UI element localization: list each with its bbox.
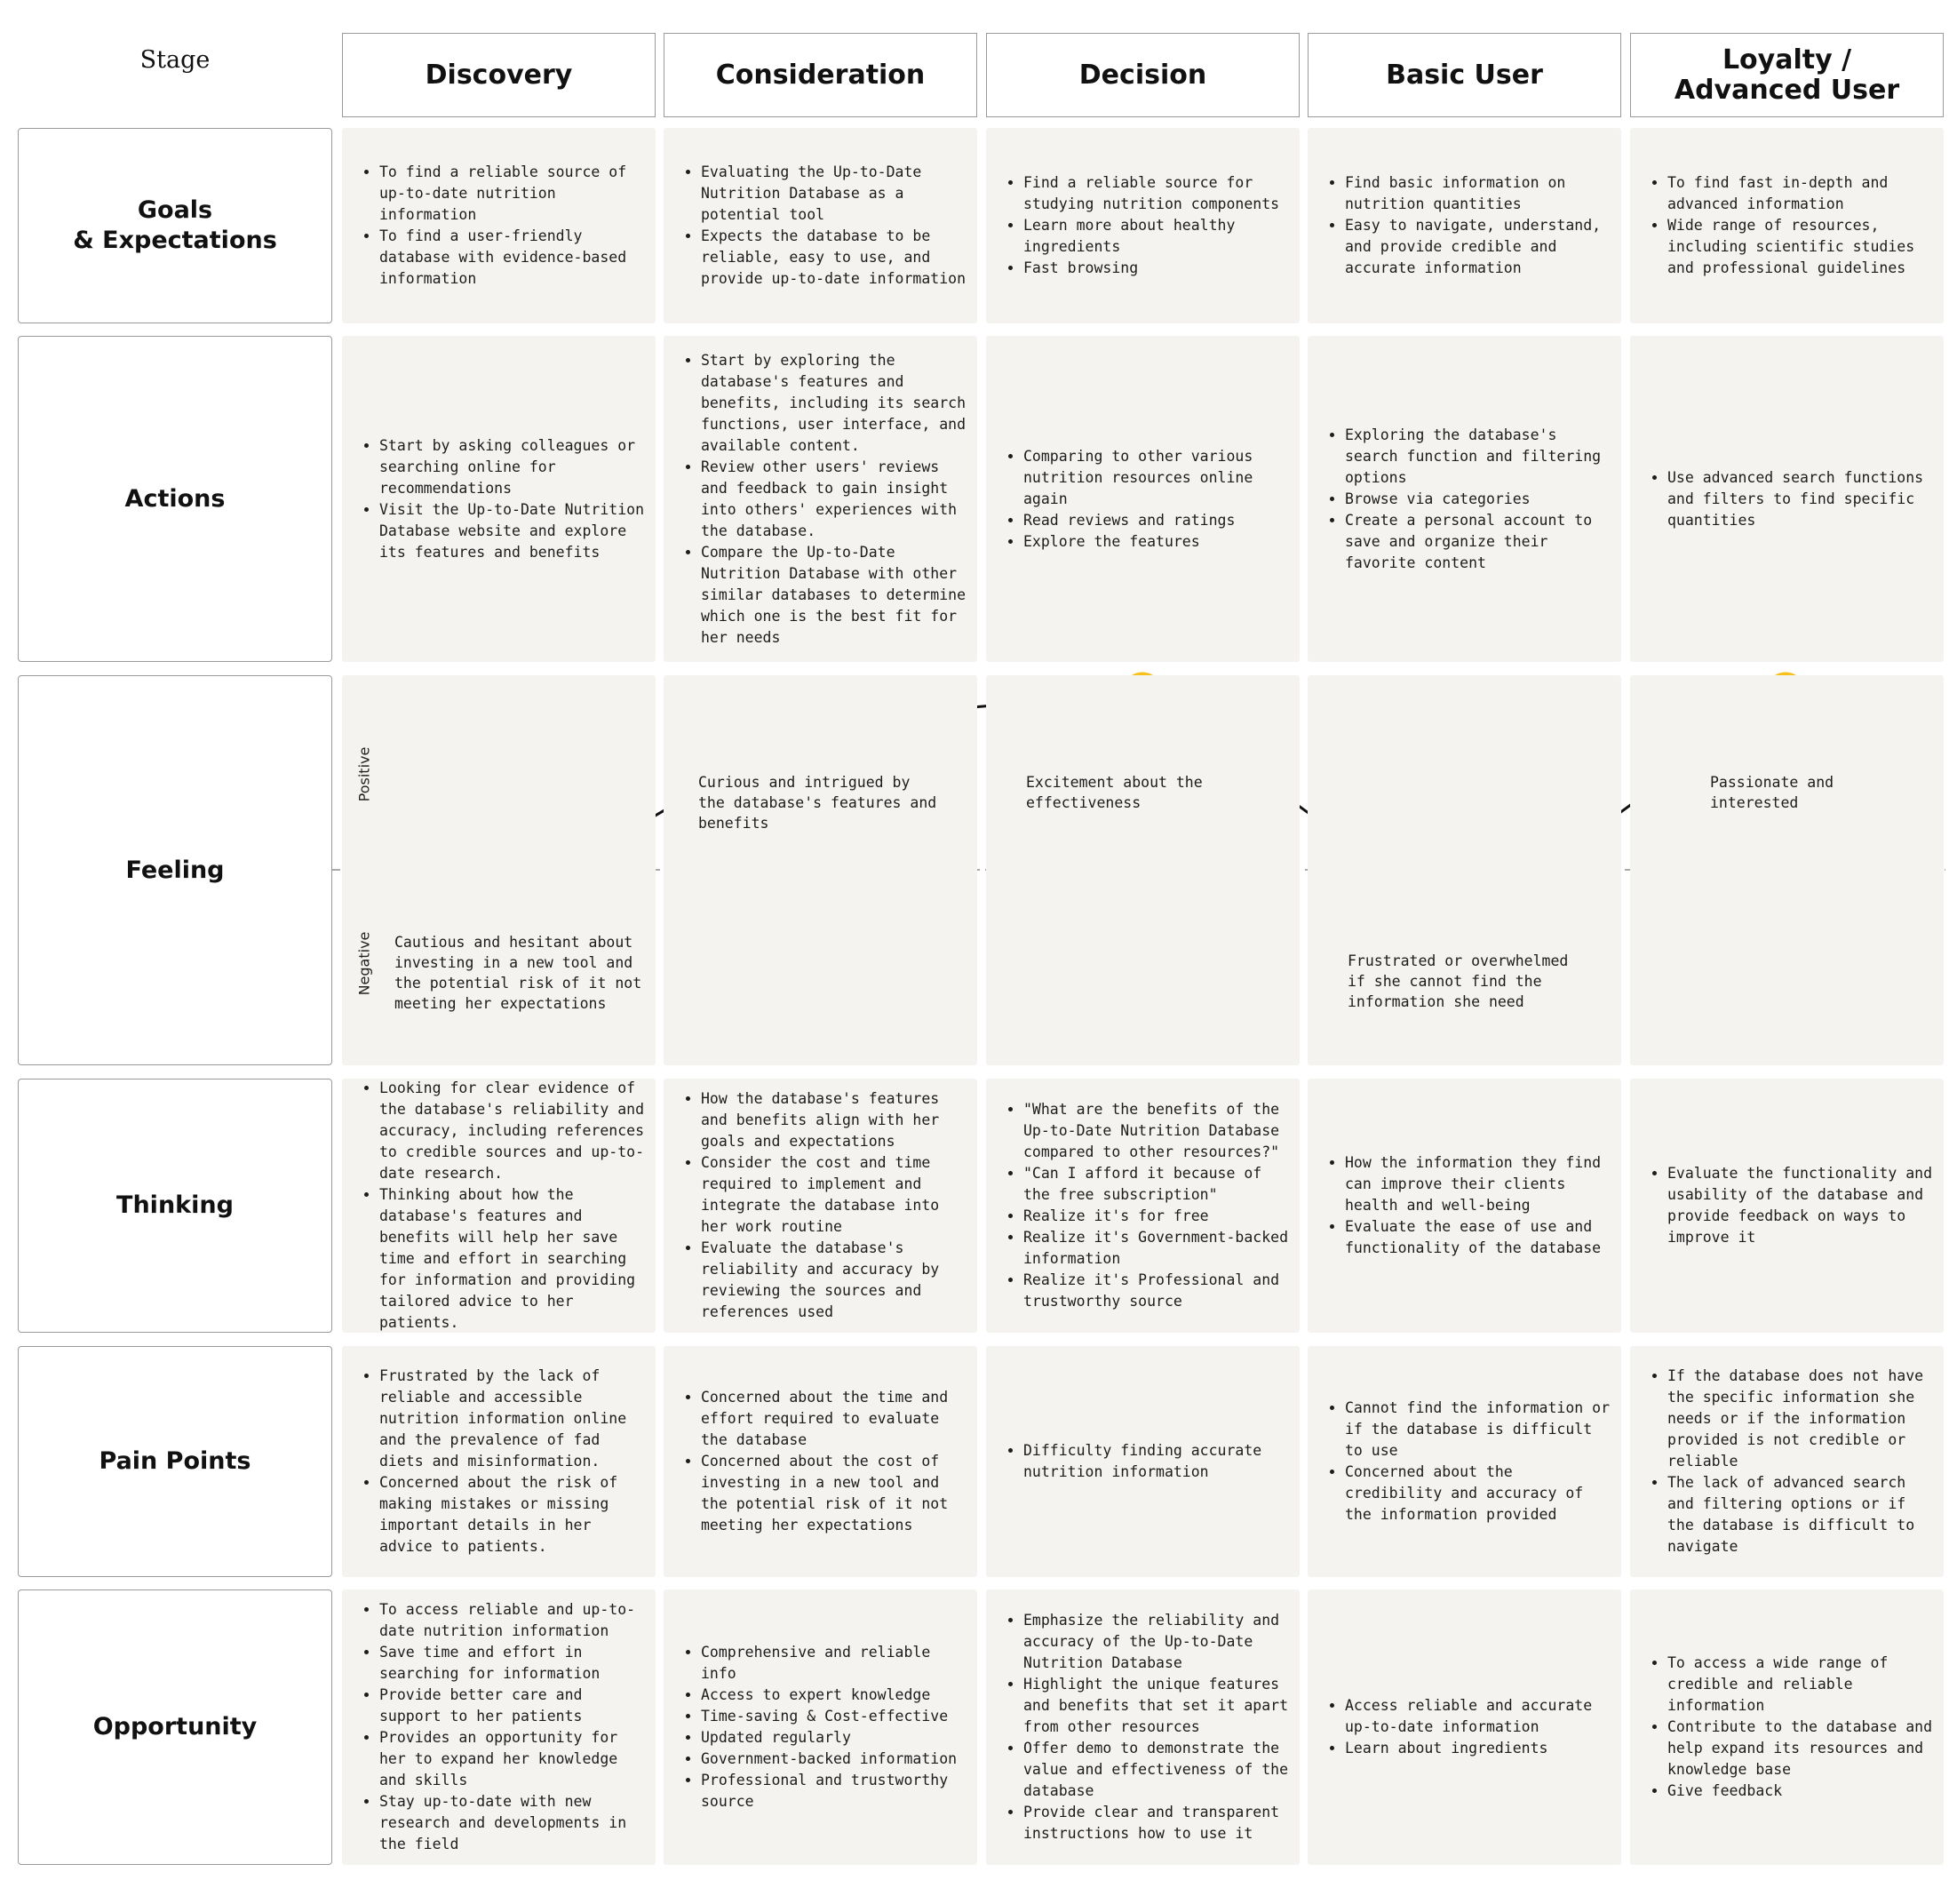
row-label-4: Opportunity [18,1589,332,1865]
bullet-list [676,350,968,649]
list-item: • Cannot find the information or if the database is difficult to use [1345,1398,1612,1462]
bullet-list [998,1099,1291,1312]
list-item: • Explore the features [1023,531,1291,553]
list-item: • Create a personal account to save and organize their favorite content [1345,510,1612,574]
list-item: • Start by asking colleagues or searching online for recommendations [379,435,647,499]
list-item: • Government-backed information [701,1749,968,1770]
cell-row4-col3 [1308,1589,1621,1865]
negative-axis-label: Negative [355,931,373,996]
bullet-list [354,162,647,290]
bullet-list [1320,425,1612,574]
feeling-text-3: Frustrated or overwhelmed if she cannot find the information she need [1348,952,1569,1010]
row-label-0: Goals & Expectations [18,128,332,323]
cell-row0-col0 [342,128,656,323]
stage-header-4: Loyalty / Advanced User [1630,33,1944,117]
cell-row1-col3 [1308,336,1621,662]
cell-row4-col4 [1630,1589,1944,1865]
bullet-list [354,435,647,563]
cell-row2-col0 [342,1079,656,1333]
list-item: • Emphasize the reliability and accuracy of the Up-to-Date Nutrition Database [1023,1610,1291,1674]
list-item: • Highlight the unique features and benefits that set it apart from other resources [1023,1674,1291,1738]
cell-row2-col1 [664,1079,977,1333]
bullet-list [1320,1398,1612,1526]
list-item: • Offer demo to demonstrate the value and effectiveness of the database [1023,1738,1291,1802]
list-item: • To find a reliable source of up-to-date nutrition information [379,162,647,226]
bullet-list [1643,467,1935,531]
list-item: • Compare the Up-to-Date Nutrition Database with other similar databases to determine which one is the best fit for her needs [701,542,968,649]
list-item: • Start by exploring the database's features and benefits, including its search functions, user interface, and available content. [701,350,968,457]
list-item: • Access reliable and accurate up-to-date information [1345,1695,1612,1738]
feeling-cell-1 [664,675,977,1065]
cell-row3-col0 [342,1346,656,1577]
list-item: • To access reliable and up-to-date nutrition information [379,1599,647,1642]
cell-row0-col3 [1308,128,1621,323]
feeling-cell-2 [986,675,1300,1065]
list-item: • To access a wide range of credible and reliable information [1667,1653,1935,1717]
list-item: • Consider the cost and time required to implement and integrate the database into her work routine [701,1152,968,1238]
list-item: • Exploring the database's search function and filtering options [1345,425,1612,489]
list-item: • Visit the Up-to-Date Nutrition Database website and explore its features and benefits [379,499,647,563]
cell-row0-col1 [664,128,977,323]
list-item: • To find fast in-depth and advanced information [1667,172,1935,215]
list-item: • Comparing to other various nutrition resources online again [1023,446,1291,510]
list-item: • Use advanced search functions and filters to find specific quantities [1667,467,1935,531]
list-item: • Learn about ingredients [1345,1738,1612,1759]
list-item: • Realize it's Government-backed information [1023,1227,1291,1270]
list-item: • Concerned about the credibility and accuracy of the information provided [1345,1462,1612,1526]
cell-row4-col1 [664,1589,977,1865]
list-item: • Access to expert knowledge [701,1685,968,1706]
feeling-cell-4 [1630,675,1944,1065]
feeling-text-1: Curious and intrigued by the database's features and benefits [698,774,937,832]
list-item: • "What are the benefits of the Up-to-Date Nutrition Database compared to other resources?" [1023,1099,1291,1163]
feeling-text-2: Excitement about the effectiveness [1026,774,1203,811]
bullet-list [1643,1366,1935,1557]
bullet-list [998,1610,1291,1844]
stage-header-1: Consideration [664,33,977,117]
list-item: • Thinking about how the database's features and benefits will help her save time and effort in searching for information and providing tailored advice to her patients. [379,1184,647,1334]
cell-row2-col2 [986,1079,1300,1333]
bullet-list [354,1599,647,1855]
bullet-list [998,1440,1291,1483]
bullet-list [676,1387,968,1536]
row-label-2: Thinking [18,1079,332,1333]
list-item: • Provide clear and transparent instructions how to use it [1023,1802,1291,1844]
stage-header-0: Discovery [342,33,656,117]
list-item: • To find a user-friendly database with evidence-based information [379,226,647,290]
list-item: • Time-saving & Cost-effective [701,1706,968,1727]
bullet-list [676,1642,968,1812]
cell-row1-col1 [664,336,977,662]
positive-axis-label: Positive [355,746,373,802]
bullet-list [1320,1695,1612,1759]
list-item: • Professional and trustworthy source [701,1770,968,1812]
cell-row1-col0 [342,336,656,662]
bullet-list [1643,1163,1935,1248]
stage-header-2: Decision [986,33,1300,117]
list-item: • Contribute to the database and help expand its resources and knowledge base [1667,1717,1935,1781]
list-item: • Concerned about the risk of making mistakes or missing important details in her advice to patients. [379,1472,647,1557]
list-item: • Easy to navigate, understand, and provide credible and accurate information [1345,215,1612,279]
list-item: • The lack of advanced search and filtering options or if the database is difficult to navigate [1667,1472,1935,1557]
list-item: • Provides an opportunity for her to expand her knowledge and skills [379,1727,647,1791]
list-item: • How the database's features and benefits align with her goals and expectations [701,1088,968,1152]
row-label-feeling: Feeling [18,675,332,1065]
list-item: • Find basic information on nutrition quantities [1345,172,1612,215]
list-item: • Browse via categories [1345,489,1612,510]
list-item: • Wide range of resources, including scientific studies and professional guidelines [1667,215,1935,279]
stage-header-3: Basic User [1308,33,1621,117]
bullet-list [1643,1653,1935,1802]
cell-row1-col4 [1630,336,1944,662]
list-item: • Fast browsing [1023,258,1291,279]
bullet-list [354,1078,647,1334]
bullet-list [998,446,1291,553]
list-item: • Realize it's Professional and trustworthy source [1023,1270,1291,1312]
list-item: • Looking for clear evidence of the database's reliability and accuracy, including references to credible sources and up-to-date research. [379,1078,647,1184]
list-item: • Read reviews and ratings [1023,510,1291,531]
cell-row0-col4 [1630,128,1944,323]
list-item: • Review other users' reviews and feedback to gain insight into others' experiences with the database. [701,457,968,542]
row-label-1: Actions [18,336,332,662]
cell-row2-col4 [1630,1079,1944,1333]
list-item: • Comprehensive and reliable info [701,1642,968,1685]
bullet-list [354,1366,647,1557]
list-item: • Evaluate the database's reliability and accuracy by reviewing the sources and references used [701,1238,968,1323]
bullet-list [676,1088,968,1323]
list-item: • Give feedback [1667,1781,1935,1802]
cell-row3-col4 [1630,1346,1944,1577]
list-item: • Difficulty finding accurate nutrition information [1023,1440,1291,1483]
cell-row1-col2 [986,336,1300,662]
row-label-3: Pain Points [18,1346,332,1577]
list-item: • Evaluating the Up-to-Date Nutrition Database as a potential tool [701,162,968,226]
feeling-text-0: Cautious and hesitant about investing in a new tool and the potential risk of it not meeting her expectations [394,934,642,1012]
bullet-list [676,162,968,290]
cell-row3-col1 [664,1346,977,1577]
list-item: • Concerned about the time and effort required to evaluate the database [701,1387,968,1451]
list-item: • Concerned about the cost of investing in a new tool and the potential risk of it not meeting her expectations [701,1451,968,1536]
cell-row3-col2 [986,1346,1300,1577]
list-item: • If the database does not have the specific information she needs or if the information provided is not credible or reliable [1667,1366,1935,1472]
cell-row4-col0 [342,1589,656,1865]
list-item: • Frustrated by the lack of reliable and accessible nutrition information online and the prevalence of fad diets and misinformation. [379,1366,647,1472]
cell-row0-col2 [986,128,1300,323]
list-item: • Stay up-to-date with new research and developments in the field [379,1791,647,1855]
list-item: • Evaluate the ease of use and functionality of the database [1345,1216,1612,1259]
list-item: • Provide better care and support to her patients [379,1685,647,1727]
list-item: • "Can I afford it because of the free subscription" [1023,1163,1291,1206]
stage-label: Stage [139,46,211,74]
bullet-list [1643,172,1935,279]
cell-row3-col3 [1308,1346,1621,1577]
bullet-list [998,172,1291,279]
bullet-list [1320,172,1612,279]
list-item: • Learn more about healthy ingredients [1023,215,1291,258]
list-item: • Find a reliable source for studying nutrition components [1023,172,1291,215]
list-item: • Expects the database to be reliable, easy to use, and provide up-to-date information [701,226,968,290]
bullet-list [1320,1152,1612,1259]
list-item: • Save time and effort in searching for information [379,1642,647,1685]
cell-row2-col3 [1308,1079,1621,1333]
list-item: • Evaluate the functionality and usability of the database and provide feedback on ways to improve it [1667,1163,1935,1248]
list-item: • Updated regularly [701,1727,968,1749]
feeling-text-4: Passionate and interested [1710,774,1834,811]
list-item: • How the information they find can improve their clients health and well-being [1345,1152,1612,1216]
cell-row4-col2 [986,1589,1300,1865]
list-item: • Realize it's for free [1023,1206,1291,1227]
